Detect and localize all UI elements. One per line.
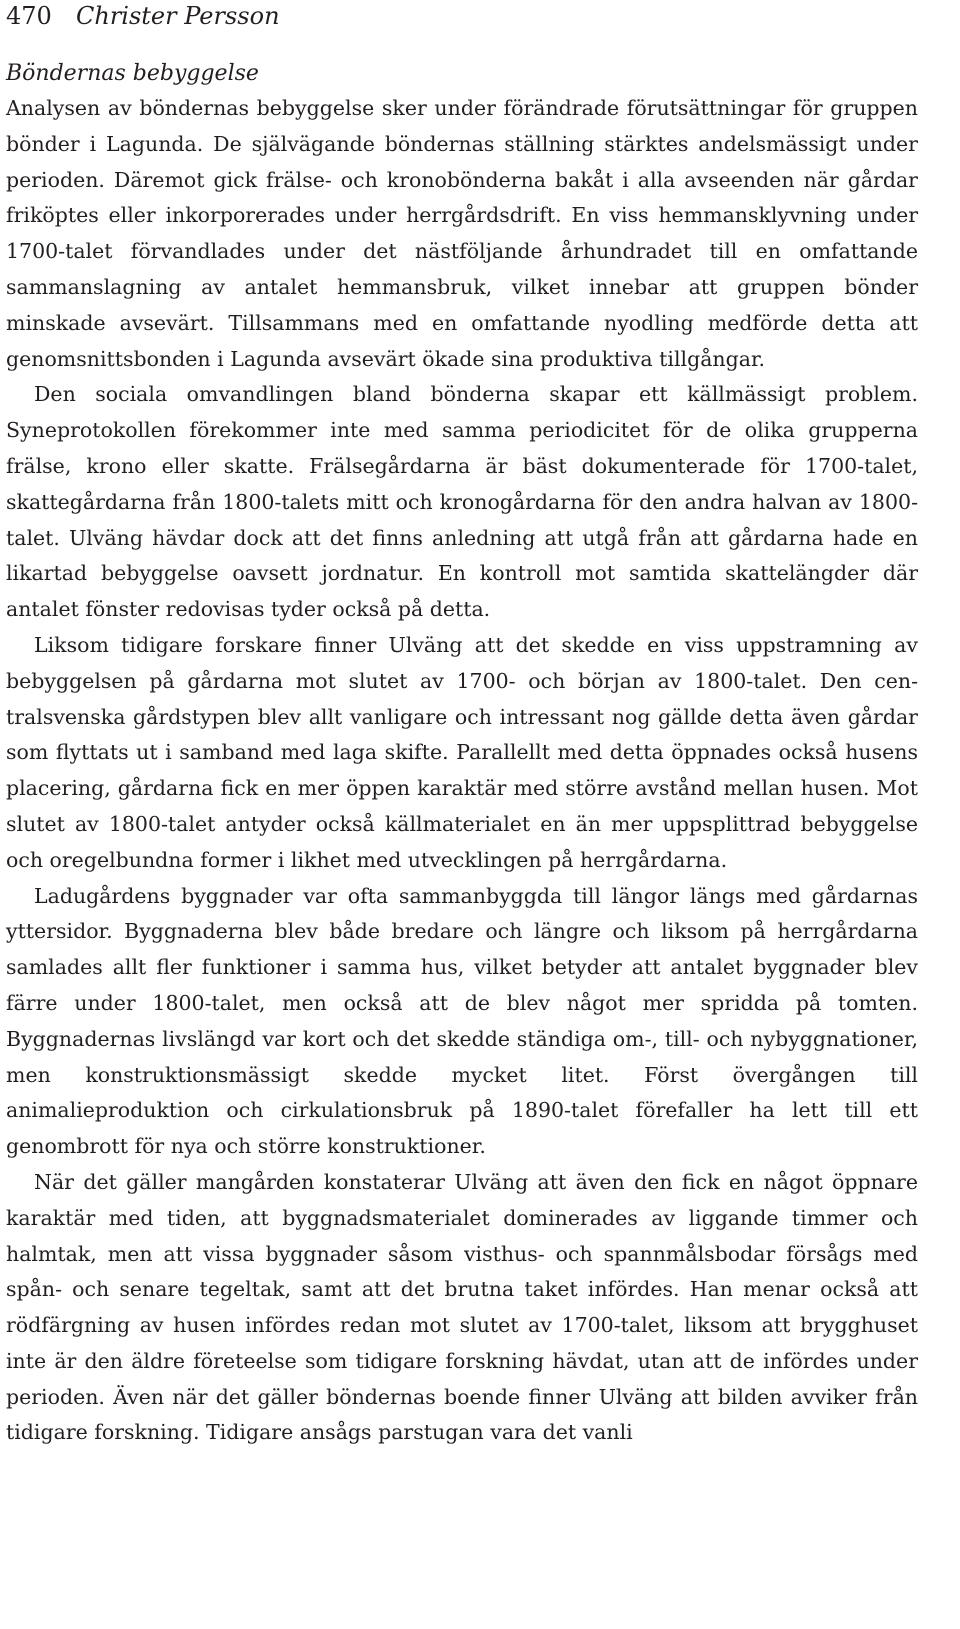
section-heading: Böndernas bebyggelse (6, 61, 259, 86)
paragraph: Analysen av böndernas bebyggelse sker under förändrade förutsättningar för gruppen bönder i Lagunda. De självägande böndernas ställning stärktes andelsmässigt under perioden. Däremot gick frälse- och kronobönderna bakåt i alla avseenden när gårdar friköptes eller inkorporerades under herrgårdsdrift. En viss hemmansklyvning under 1700-talet förvandlades under det nästföljande århundradet till en omfattande sammanslagning av antalet hemmansbruk, vilket innebar att gruppen bönder minskade avsevärt. Tillsammans med en omfattande nyodling medförde detta att genomsnittsbonden i Lagunda avsevärt ökade sina produktiva tillgångar. (6, 96, 918, 371)
paragraph: Ladugårdens byggnader var ofta sammanbyggda till längor längs med gårdarnas yttersidor. Byggnaderna blev både bredare och längre och liksom på herrgårdarna samlades allt fler funktioner i samma hus, vilket betyder att antalet byggnader blev färre under 1800-talet, men också att de blev något mer spridda på tomten. Byggnadernas livslängd var kort och det skedde ständiga om-, till- och nybyggnationer, men konstruktionsmässigt skedde mycket litet. Först övergången till animalieproduktion och cirkulationsbruk på 1890-talet förefaller ha lett till ett genombrott för nya och större konstruktioner. (6, 883, 918, 1159)
paragraph: När det gäller mangården konstaterar Ulväng att även den fick en något öppnare karaktär med tiden, att byggnadsmaterialet dominerades av liggande timmer och halmtak, men att vissa byggnader såsom visthus- och spannmålsbodar försågs med spån- och senare tegeltak, samt att det brutna taket infördes. Han menar också att rödfärgning av husen infördes redan mot slutet av 1700-talet, liksom att brygghuset inte är den äldre företeelse som tidigare forskning hävdat, utan att de infördes under perioden. Även när det gäller böndernas boende finner Ulväng att bilden avviker från tidigare forskning. Tidigare ansågs parstugan vara det vanli (6, 1169, 918, 1445)
running-head-author: Christer Persson (76, 2, 280, 30)
book-page (6, 0, 918, 1451)
running-head (6, 2, 918, 30)
paragraph: Liksom tidigare forskare finner Ulväng att det skedde en viss uppstramning av bebyggelsen på gårdarna mot slutet av 1700- och början av 1800-talet. Den centralsvenska gårdstypen blev allt vanligare och intressant nog gällde detta även gårdar som flyttats ut i samband med laga skifte. Parallellt med detta öppnades också husens placering, gårdarna fick en mer öppen karaktär med större avstånd mellan husen. Mot slutet av 1800-talet antyder också källmaterialet en än mer uppsplittrad bebyggelse och oregelbundna former i likhet med utvecklingen på herrgårdarna. (6, 632, 918, 872)
paragraph: Den sociala omvandlingen bland bönderna skapar ett källmässigt problem. Syneprotokollen förekommer inte med samma periodicitet för de olika grupperna frälse, krono eller skatte. Frälsegårdarna är bäst dokumenterade för 1700-talet, skattegårdarna från 1800-talets mitt och kronogårdarna för den andra halvan av 1800-talet. Ulväng hävdar dock att det finns anledning att utgå från att gårdarna hade en likartad bebyggelse oavsett jordnatur. En kontroll mot samtida skattelängder där antalet fönster redovisas tyder också på detta. (6, 382, 918, 622)
page-number: 470 (6, 2, 52, 30)
body-text (6, 91, 918, 1451)
